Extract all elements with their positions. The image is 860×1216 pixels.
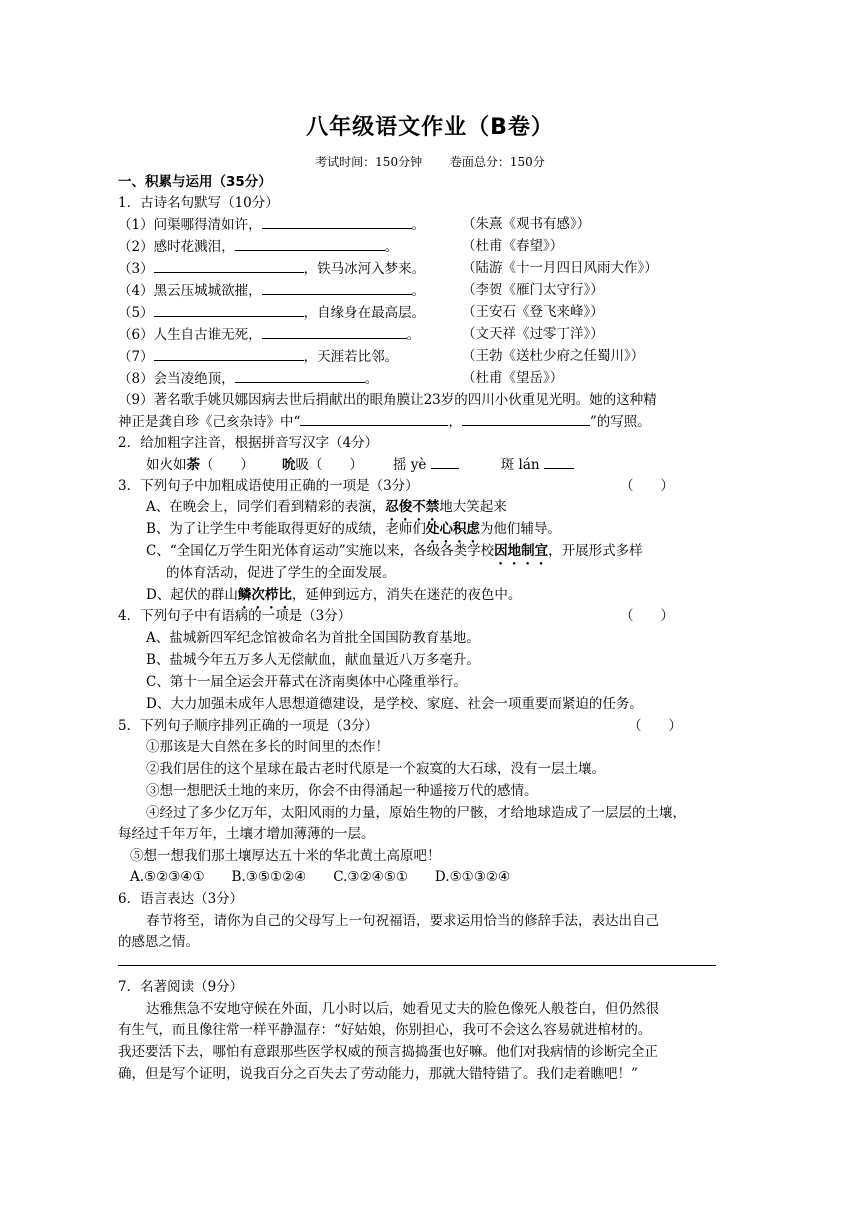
q1-item-6: （6）人生自古谁无死， 。	[118, 324, 420, 345]
q1-item-9-line1: （9）著名歌手姚贝娜因病去世后捐献出的眼角膜让23岁的四川小伙重见光明。她的这种精	[118, 392, 657, 408]
q1-source-2: （杜甫《春望》）	[462, 238, 564, 254]
answer-parenthesis[interactable]: （ ）	[620, 608, 674, 624]
q6-prompt-cont: 的感恩之情。	[118, 934, 199, 950]
q4-option-a: A、盐城新四军纪念馆被命名为首批全国国防教育基地。	[146, 630, 480, 646]
q3-option-d: D、起伏的群山鳞次栉比，延伸到远方，消失在迷茫的夜色中。	[146, 587, 522, 603]
q4-title: 4．下列句子中有语病的一项是（3分）	[118, 608, 352, 624]
q1-source-1: （朱熹《观书有感》）	[462, 216, 591, 232]
answer-blank[interactable]	[262, 324, 407, 339]
answer-blank[interactable]	[544, 454, 574, 469]
q1-item-3: （3） ，铁马冰河入梦来。	[118, 258, 425, 279]
q1-item-7: （7） ，天涯若比邻。	[118, 346, 398, 367]
q4-option-d: D、大力加强未成年人思想道德建设，是学校、家庭、社会一项重要而紧迫的任务。	[146, 696, 643, 712]
q1-source-6: （文天祥《过零丁洋》）	[462, 326, 604, 342]
q3-option-b: B、为了让学生中考能取得更好的成绩，老师们处心积虑为他们辅导。	[146, 521, 561, 537]
q1-source-3: （陆游《十一月四日风雨大作》）	[462, 260, 658, 276]
answer-blank[interactable]	[235, 368, 365, 383]
page-title: 八年级语文作业（B卷）	[306, 115, 554, 140]
q7-passage-line: 有生气，而且像往常一样平静温存：“好姑娘，你别担心，我可不会这么容易就进棺材的。	[118, 1022, 652, 1038]
answer-blank[interactable]	[462, 411, 590, 426]
answer-blank[interactable]	[154, 302, 304, 317]
answer-blank[interactable]	[154, 258, 304, 273]
q2-title: 2．给加粗字注音，根据拼音写汉字（4分）	[118, 435, 379, 451]
answer-line[interactable]	[118, 965, 716, 966]
q4-option-b: B、盐城今年五万多人无偿献血，献血量近八万多毫升。	[146, 652, 480, 668]
q5-sentence-2: ②我们居住的这个星球在最古老时代原是一个寂寞的大石球，没有一层土壤。	[146, 761, 605, 777]
q2-items: 如火如荼（ ） 吮吸（ ） 摇 yè 斑 lán	[146, 454, 574, 475]
q1-item-2: （2）感时花溅泪， 。	[118, 236, 398, 257]
q5-sentence-4-cont: 每经过千年万年，土壤才增加薄薄的一层。	[118, 826, 375, 842]
q5-title: 5．下列句子顺序排列正确的一项是（3分）	[118, 718, 379, 734]
answer-blank[interactable]	[235, 236, 385, 251]
q1-item-1: （1）问渠哪得清如许， 。	[118, 214, 425, 235]
q7-passage-line: 达雅焦急不安地守候在外面，几小时以后，她看见丈夫的脸色像死人般苍白，但仍然很	[146, 1001, 659, 1017]
answer-blank[interactable]	[154, 346, 304, 361]
q7-passage-line: 我还要活下去，哪怕有意跟那些医学权威的预言捣捣蛋也好嘛。他们对我病情的诊断完全正	[118, 1044, 658, 1060]
answer-parenthesis[interactable]: （ ）	[620, 478, 674, 494]
q5-sentence-1: ①那该是大自然在多长的时间里的杰作！	[146, 739, 389, 755]
q3-option-c: C、“全国亿万学生阳光体育运动”实施以来，各级各类学校因地制宜，开展形式多样	[146, 543, 643, 559]
q1-source-5: （王安石《登飞来峰》）	[462, 304, 604, 320]
answer-parenthesis[interactable]: （ ）	[628, 718, 682, 734]
q1-source-8: （杜甫《望岳》）	[462, 370, 564, 386]
q5-sentence-5: ⑤想一想我们那土壤厚达五十米的华北黄土高原吧！	[130, 848, 441, 864]
exam-meta	[0, 153, 860, 170]
answer-blank[interactable]	[431, 454, 459, 469]
q3-title: 3．下列句子中加粗成语使用正确的一项是（3分）	[118, 478, 419, 494]
q5-sentence-4: ④经过了多少亿万年，太阳风雨的力量，原始生物的尸骸，才给地球造成了一层层的土壤，	[146, 805, 686, 821]
q5-options: A.⑤②③④① B.③⑤①②④ C.③②④⑤① D.⑤①③②④	[130, 869, 511, 885]
q6-prompt: 春节将至，请你为自己的父母写上一句祝福语，要求运用恰当的修辞手法，表达出自己	[146, 913, 659, 929]
q6-title: 6．语言表达（3分）	[118, 891, 244, 907]
section-heading: 一、积累与运用（35分）	[118, 174, 272, 190]
q1-source-7: （王勃《送杜少府之任蜀川》）	[462, 348, 645, 364]
q4-option-c: C、第十一届全运会开幕式在济南奥体中心隆重举行。	[146, 674, 467, 690]
q7-title: 7．名著阅读（9分）	[118, 979, 244, 995]
q1-item-4: （4）黑云压城城欲摧， 。	[118, 280, 425, 301]
exam-time: 考试时间：150分钟	[315, 155, 423, 169]
q5-sentence-3: ③想一想肥沃土地的来历，你会不由得涌起一种遥接万代的感情。	[146, 783, 538, 799]
q7-passage-line: 确，但是写个证明，说我百分之百失去了劳动能力，那就大错特错了。我们走着瞧吧！”	[118, 1066, 638, 1082]
answer-blank[interactable]	[262, 214, 412, 229]
q1-source-4: （李贺《雁门太守行》）	[462, 282, 604, 298]
q3-option-c-cont: 的体育活动，促进了学生的全面发展。	[166, 565, 396, 581]
answer-blank[interactable]	[262, 280, 412, 295]
exam-score: 卷面总分：150分	[449, 155, 545, 169]
answer-blank[interactable]	[300, 411, 448, 426]
q3-option-a: A、在晚会上，同学们看到精彩的表演，忍俊不禁地大笑起来	[146, 499, 507, 515]
q1-title: 1．古诗名句默写（10分）	[118, 195, 279, 211]
q1-item-5: （5） ，自缘身在最高层。	[118, 302, 425, 323]
q1-item-9-line2: 神正是龚自珍《己亥杂诗》中“ ， ”的写照。	[118, 411, 651, 432]
q1-item-8: （8）会当凌绝顶， 。	[118, 368, 378, 389]
